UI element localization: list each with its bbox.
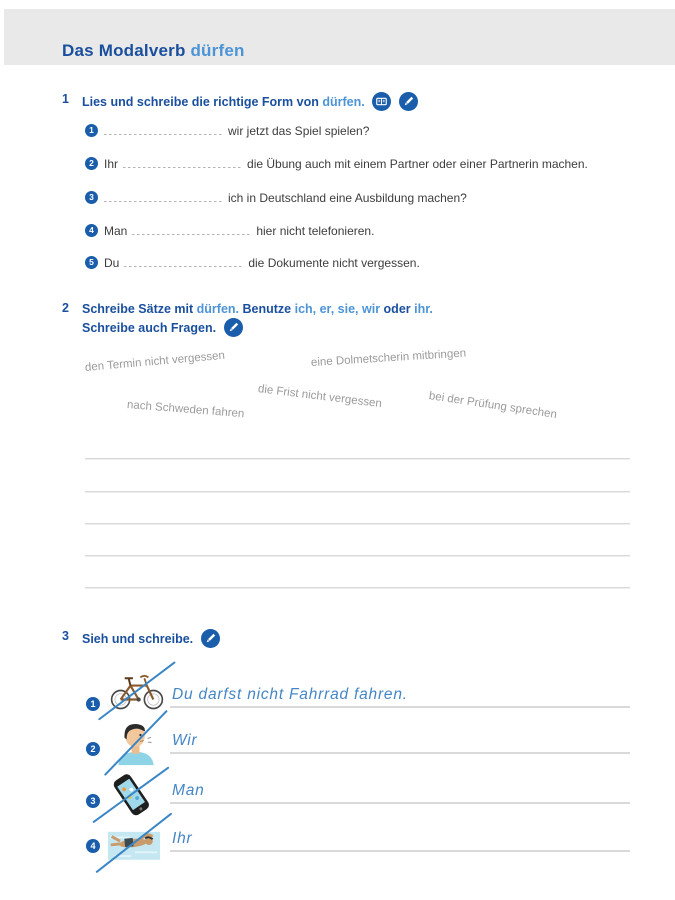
item-post-text: ich in Deutschland eine Ausbildung machen? bbox=[228, 191, 467, 205]
word-cloud-phrase: den Termin nicht vergessen bbox=[84, 349, 226, 374]
exercise2-instruction bbox=[82, 301, 433, 337]
item-number-badge: 3 bbox=[86, 794, 100, 808]
item-number-badge: 4 bbox=[85, 224, 98, 237]
fill-in-blank[interactable] bbox=[132, 223, 250, 235]
handwritten-answer[interactable]: Wir bbox=[172, 732, 198, 749]
fill-in-blank[interactable] bbox=[104, 123, 222, 135]
word-cloud-phrase: die Frist nicht vergessen bbox=[257, 383, 383, 411]
item-number-badge: 2 bbox=[85, 157, 98, 170]
exercise2-number: 2 bbox=[62, 301, 69, 315]
instr-keyword: ihr. bbox=[414, 302, 433, 316]
writing-line[interactable] bbox=[85, 458, 630, 460]
exercise2-instruction-line2 bbox=[82, 318, 433, 337]
exercise2-instruction-line1 bbox=[82, 301, 433, 318]
instr-part: Schreibe auch Fragen. bbox=[82, 320, 217, 335]
writing-line[interactable] bbox=[85, 491, 630, 493]
book-icon bbox=[372, 92, 391, 111]
item-number-badge: 4 bbox=[86, 839, 100, 853]
page-title-keyword: dürfen bbox=[190, 41, 245, 60]
handwritten-answer[interactable]: Ihr bbox=[172, 830, 193, 847]
fill-in-blank[interactable] bbox=[123, 156, 241, 168]
exercise1-item-5 bbox=[85, 255, 420, 270]
item-post-text: die Übung auch mit einem Partner oder einer Partnerin machen. bbox=[247, 157, 588, 171]
crossed-out-bicycle-image bbox=[110, 667, 164, 714]
crossed-out-speaking-man-image bbox=[113, 720, 159, 766]
item-number-badge: 5 bbox=[85, 256, 98, 269]
pencil-icon bbox=[224, 318, 243, 337]
crossed-out-smartphone-image bbox=[105, 772, 157, 818]
item-post-text: wir jetzt das Spiel spielen? bbox=[228, 124, 370, 138]
item-pre-text: Du bbox=[104, 256, 120, 270]
item-number-badge: 1 bbox=[86, 697, 100, 711]
page-title-main: Das Modalverb bbox=[62, 41, 186, 60]
answer-line[interactable] bbox=[170, 752, 630, 754]
exercise1-number: 1 bbox=[62, 92, 69, 106]
item-number-badge: 3 bbox=[85, 191, 98, 204]
exercise1-heading bbox=[62, 92, 418, 111]
exercise1-item-2 bbox=[85, 156, 588, 171]
answer-line[interactable] bbox=[170, 850, 630, 852]
exercise1-item-3 bbox=[85, 190, 467, 205]
crossed-out-swimmer-image bbox=[107, 822, 161, 864]
exercise1-instruction bbox=[82, 92, 418, 111]
item-post-text: hier nicht telefonieren. bbox=[256, 224, 375, 238]
item-pre-text: Ihr bbox=[104, 157, 119, 171]
writing-line[interactable] bbox=[85, 523, 630, 525]
instr-keyword: dürfen. bbox=[196, 302, 239, 316]
exercise1-instruction-text: Lies und schreibe die richtige Form von bbox=[82, 95, 319, 109]
word-cloud-phrase: nach Schweden fahren bbox=[126, 399, 245, 421]
exercise1-instruction-keyword: dürfen. bbox=[322, 95, 365, 109]
exercise1-item-4 bbox=[85, 223, 374, 238]
exercise2-heading bbox=[62, 301, 433, 337]
exercise3-instruction-text: Sieh und schreibe. bbox=[82, 632, 194, 646]
answer-line[interactable] bbox=[170, 706, 630, 708]
page-title bbox=[62, 41, 245, 61]
item-number-badge: 2 bbox=[86, 742, 100, 756]
item-pre-text: Man bbox=[104, 224, 128, 238]
pencil-icon bbox=[201, 629, 220, 648]
item-post-text: die Dokumente nicht vergessen. bbox=[248, 256, 420, 270]
instr-part: oder bbox=[383, 302, 411, 316]
instr-keyword: ich, er, sie, wir bbox=[294, 302, 381, 316]
exercise1-item-1 bbox=[85, 123, 369, 138]
word-cloud-phrase: bei der Prüfung sprechen bbox=[428, 390, 558, 422]
item-number-badge: 1 bbox=[85, 124, 98, 137]
exercise3-instruction bbox=[82, 629, 220, 648]
word-cloud-phrase: eine Dolmetscherin mitbringen bbox=[310, 347, 467, 369]
exercise3-number: 3 bbox=[62, 629, 69, 643]
writing-line[interactable] bbox=[85, 555, 630, 557]
fill-in-blank[interactable] bbox=[104, 190, 222, 202]
writing-line[interactable] bbox=[85, 587, 630, 589]
instr-part: Benutze bbox=[242, 302, 292, 316]
instr-part: Schreibe Sätze mit bbox=[82, 302, 194, 316]
handwritten-answer[interactable]: Du darfst nicht Fahrrad fahren. bbox=[172, 686, 408, 703]
exercise3-heading bbox=[62, 629, 220, 648]
handwritten-answer[interactable]: Man bbox=[172, 782, 205, 799]
answer-line[interactable] bbox=[170, 802, 630, 804]
pencil-icon bbox=[399, 92, 418, 111]
fill-in-blank[interactable] bbox=[124, 255, 242, 267]
